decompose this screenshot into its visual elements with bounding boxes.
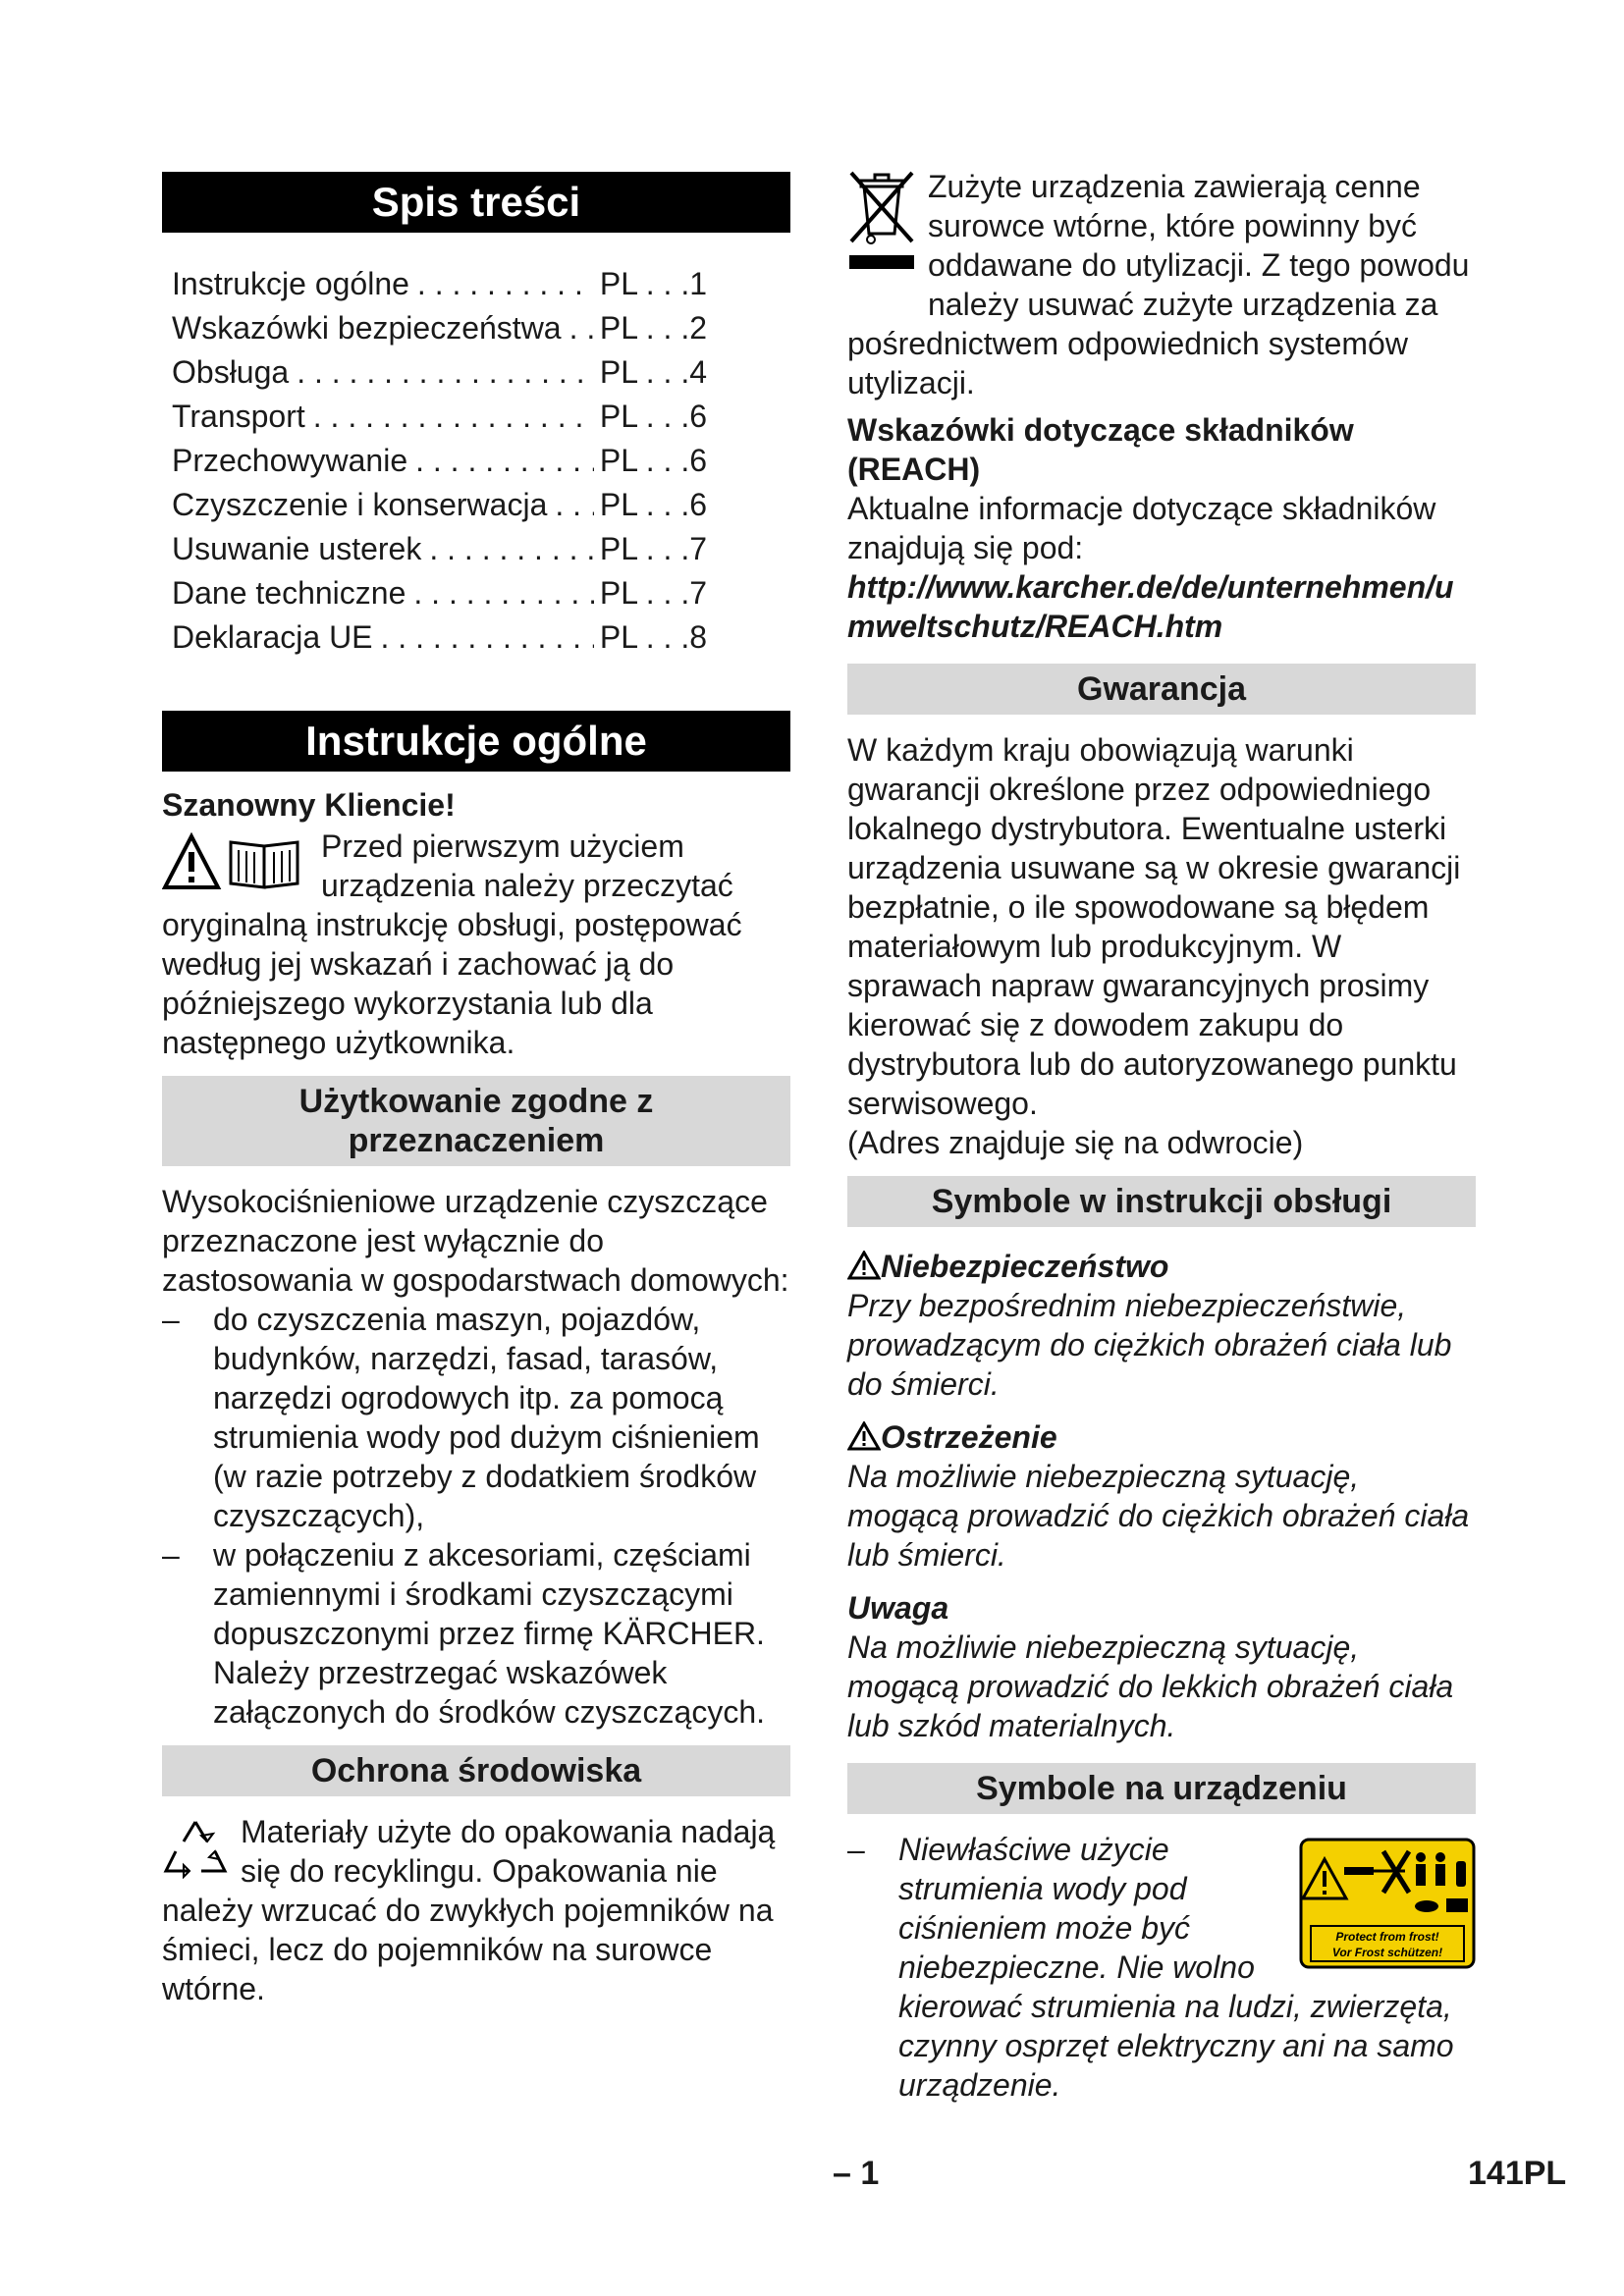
reach-heading: Wskazówki dotyczące składników (REACH): [847, 412, 1354, 487]
toc-entry[interactable]: Dane techniczne . . . PL . . .7: [172, 571, 707, 615]
reach-text: Aktualne informacje dotyczące składników znajdują się pod:: [847, 491, 1436, 565]
warranty-heading: Gwarancja: [847, 664, 1476, 715]
toc-entry[interactable]: Czyszczenie i konserwacja . . . PL . . .6: [172, 483, 707, 527]
toc-entry[interactable]: Przechowywanie . . . PL . . .6: [172, 439, 707, 483]
general-heading: Instrukcje ogólne: [162, 711, 790, 772]
toc-entry[interactable]: Transport . . . PL . . .6: [172, 395, 707, 439]
toc-entry[interactable]: Obsługa . . . PL . . .4: [172, 350, 707, 395]
warranty-text: W każdym kraju obowiązują warunki gwarancji określone przez odpowiedniego lokalnego dystrybutora. Ewentualne usterki urządzenia usuwane są w okresie gwarancji bezpłatnie, o ile spowodowane są błędem materiałowym lub produkcyjnym. W sprawach napraw gwarancyjnych prosimy kierować się z dowodem zakupu do dystrybutora lub do autoryzowanego punktu serwisowego.: [847, 732, 1461, 1121]
warning-triangle-icon: [847, 1421, 881, 1451]
caution-label: Uwaga: [847, 1590, 949, 1626]
warning-text: Na możliwie niebezpieczną sytuację, mogącą prowadzić do ciężkich obrażeń ciała lub śmierci.: [847, 1459, 1470, 1573]
danger-text: Przy bezpośrednim niebezpieczeństwie, prowadzącym do ciężkich obrażeń ciała lub do śmierci.: [847, 1288, 1452, 1402]
symbols-device-heading: Symbole na urządzeniu: [847, 1763, 1476, 1814]
caution-text: Na możliwie niebezpieczną sytuację, mogącą prowadzić do lekkich obrażeń ciała lub szkód materialnych.: [847, 1629, 1454, 1743]
toc-heading: Spis treści: [162, 172, 790, 233]
greeting: Szanowny Kliencie!: [162, 787, 456, 823]
toc-entry[interactable]: Instrukcje ogólne . . . PL . . .1: [172, 262, 707, 306]
disposal-text: Zużyte urządzenia zawierają cenne surowce wtórne, które powinny być oddawane do utylizacji. Z tego powodu należy usuwać zużyte urządzenia za pośrednictwem odpowiednich systemów utylizacji.: [847, 169, 1470, 400]
general-intro-text: Przed pierwszym użyciem urządzenia należy przeczytać oryginalną instrukcję obsługi, postępować według jej wskazań i zachować ją do późniejszego wykorzystania lub dla następnego użytkownika.: [162, 828, 742, 1060]
device-label-text-2: Vor Frost schützen!: [1331, 1946, 1443, 1959]
device-symbol-text: Niewłaściwe użycie strumienia wody pod ciśnieniem może być niebezpieczne. Nie wolno kierować strumienia na ludzi, zwierzęta, czynny osprzęt elektryczny ani na samo urządzenie.: [898, 1832, 1454, 2103]
intended-use-heading: Użytkowanie zgodne z przeznaczeniem: [162, 1076, 790, 1166]
crossed-bin-icon: [847, 169, 916, 286]
toc-list: [172, 262, 707, 660]
general-intro-block: [162, 827, 790, 1062]
page-number: – 1: [833, 2155, 880, 2192]
intended-use-text: Wysokociśnieniowe urządzenie czyszczące przeznaczone jest wyłącznie do zastosowania w gospodarstwach domowych:: [162, 1184, 789, 1298]
disposal-block: [847, 167, 1476, 402]
page-code: 141PL: [1468, 2155, 1567, 2192]
toc-entry[interactable]: Deklaracja UE . . . PL . . .8: [172, 615, 707, 660]
reach-link[interactable]: http://www.karcher.de/de/unternehmen/umweltschutz/REACH.htm: [847, 569, 1454, 644]
recycling-icon: [162, 1816, 229, 1888]
warranty-note: (Adres znajduje się na odwrocie): [847, 1125, 1304, 1160]
toc-entry[interactable]: Wskazówki bezpieczeństwa . . . PL . . .2: [172, 306, 707, 350]
list-item: – w połączeniu z akcesoriami, częściami zamiennymi i środkami czyszczącymi dopuszczonymi przez firmę KÄRCHER. Należy przestrzegać wskazówek załączonych do środków czyszczących.: [162, 1537, 765, 1730]
warning-triangle-icon: [847, 1251, 881, 1280]
list-item: – do czyszczenia maszyn, pojazdów, budynków, narzędzi, fasad, tarasów, narzędzi ogrodowych itp. za pomocą strumienia wody pod dużym ciśnieniem (w razie potrzeby z dodatkiem środków czyszczących),: [162, 1302, 760, 1533]
toc-entry[interactable]: Usuwanie usterek . . . PL . . .7: [172, 527, 707, 571]
right-column: [847, 167, 1476, 2105]
recycling-text: Materiały użyte do opakowania nadają się do recyklingu. Opakowania nie należy wrzucać do zwykłych pojemników na śmieci, lecz do pojemników na surowce wtórne.: [162, 1814, 776, 2006]
read-manual-icon: [162, 832, 309, 902]
environment-heading: Ochrona środowiska: [162, 1745, 790, 1796]
danger-label: Niebezpieczeństwo: [847, 1247, 1476, 1286]
recycling-block: [162, 1812, 790, 2008]
left-column: [162, 172, 790, 2008]
list-item: – Protect from frost! Vor Frost schützen! Niewłaściwe użycie strumienia wody pod ciśnieniem może być niebezpieczne. Nie wolno kierować strumienia na ludzi, zwierzęta, czynny osprzęt elektryczny ani na samo urządzenie.: [847, 1830, 1476, 2105]
device-label-text-1: Protect from frost!: [1335, 1930, 1439, 1944]
symbols-manual-heading: Symbole w instrukcji obsługi: [847, 1176, 1476, 1227]
warning-label: Ostrzeżenie: [847, 1417, 1476, 1457]
device-warning-label-icon: [1299, 1838, 1476, 1978]
